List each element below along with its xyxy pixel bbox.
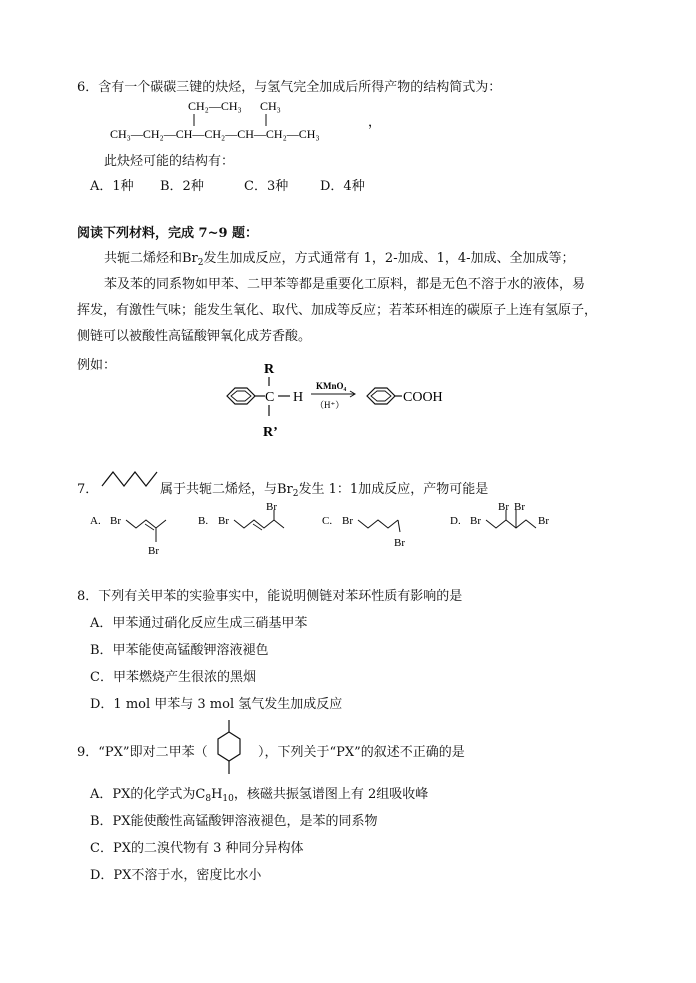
q7-option-d-structure	[470, 502, 549, 528]
q8-option-b: B．甲苯能使高锰酸钾溶液褪色	[90, 643, 269, 658]
q9-option-c: C．PX的二溴代物有 3 种同分异构体	[90, 841, 304, 856]
q7-stem: 属于共轭二烯烃，与$Br_2$发生 1：1加成反应，产物可能是	[160, 482, 489, 499]
svg-text:Br: Br	[498, 502, 509, 513]
reading-paragraph-2-line-3: 侧链可以被酸性高锰酸钾氧化成芳香酸。	[77, 329, 312, 344]
svg-text:Br: Br	[218, 515, 229, 527]
svg-text:Br: Br	[266, 502, 277, 513]
q7-option-d-label: D.	[450, 515, 461, 527]
q9-stem-part-1: 9．“PX”即对二甲苯（	[77, 745, 208, 760]
svg-text:Br: Br	[470, 515, 481, 527]
q7-option-b-label: B.	[198, 515, 209, 527]
svg-text:Br: Br	[342, 515, 353, 527]
q7-number: 7．	[77, 482, 99, 497]
q8-option-a: A．甲苯通过硝化反应生成三硝基甲苯	[90, 616, 308, 631]
svg-text:Br: Br	[538, 515, 549, 527]
benzene-ring-reactant	[227, 388, 255, 404]
oxidation-reaction-diagram	[215, 358, 475, 448]
q7-option-b-structure	[218, 502, 284, 530]
q6-option-a: A．1种	[90, 179, 134, 194]
q6-ethyl-branch: CH₂—CH₃	[188, 99, 242, 113]
carboxyl-group: COOH	[403, 390, 443, 405]
q8-stem: 8．下列有关甲苯的实验事实中，能说明侧链对苯环性质有影响的是	[77, 589, 463, 604]
reagent-acid: （H⁺）	[315, 400, 345, 410]
central-carbon: C	[265, 390, 275, 405]
q7-option-c-label: C.	[322, 515, 333, 527]
q6-option-b: B．2种	[160, 179, 204, 194]
reading-paragraph-2-line-2: 挥发，有激性气味；能发生氧化、取代、加成等反应；若苯环相连的碳原子上连有氢原子，	[77, 303, 598, 318]
q6-structural-formula	[100, 96, 400, 146]
svg-text:Br: Br	[514, 502, 525, 513]
q6-option-d: D．4种	[320, 179, 365, 194]
q7-diene-structure	[100, 464, 162, 492]
q9-option-a: A．PX的化学式为$C_8H_{10}$，核磁共振氢谱图上有 2组吸收峰	[90, 787, 429, 804]
substituent-r: R	[264, 362, 275, 377]
q7-option-c-structure	[342, 515, 405, 549]
q9-option-b: B．PX能使酸性高锰酸钾溶液褪色，是苯的同系物	[90, 814, 378, 829]
reading-heading: 阅读下列材料，完成 7~9 题：	[77, 226, 259, 241]
q9-stem-part-2: ），下列关于“PX”的叙述不正确的是	[258, 745, 465, 760]
q8-option-c: C．甲苯燃烧产生很浓的黑烟	[90, 670, 256, 685]
q6-option-c: C．3种	[244, 179, 289, 194]
q6-stem: 6．含有一个碳碳三键的炔烃，与氢气完全加成后所得产物的结构简式为：	[77, 80, 502, 95]
q6-methyl-branch: CH₃	[260, 99, 281, 113]
svg-text:Br: Br	[394, 537, 405, 549]
example-label: 例如：	[77, 358, 117, 373]
reading-paragraph-1: 共轭二烯烃和$Br_2$发生加成反应，方式通常有 1，2-加成、1，4-加成、全加成等；	[104, 251, 575, 268]
benzene-ring-product	[367, 388, 395, 404]
reagent-kmno4: KMnO₄	[316, 381, 347, 391]
q7-option-a-label: A.	[90, 515, 101, 527]
substituent-r-prime: R’	[263, 425, 278, 440]
q9-option-d: D．PX不溶于水，密度比水小	[90, 868, 262, 883]
q6-prompt: 此炔烃可能的结构有：	[104, 154, 235, 169]
q7-option-a-structure	[110, 504, 166, 557]
q6-comma: ，	[368, 114, 382, 129]
svg-text:Br: Br	[110, 515, 121, 527]
svg-text:Br: Br	[148, 545, 159, 557]
hydrogen-atom: H	[293, 390, 304, 405]
q6-main-chain: CH₃—CH₂—CH—CH₂—CH—CH₂—CH₃	[110, 127, 320, 141]
px-structure	[213, 718, 245, 778]
q8-option-d: D．1 mol 甲苯与 3 mol 氢气发生加成反应	[90, 697, 343, 712]
reading-paragraph-2-line-1: 苯及苯的同系物如甲苯、二甲苯等都是重要化工原料，都是无色不溶于水的液体，易	[104, 277, 586, 292]
q7-options	[88, 502, 568, 562]
